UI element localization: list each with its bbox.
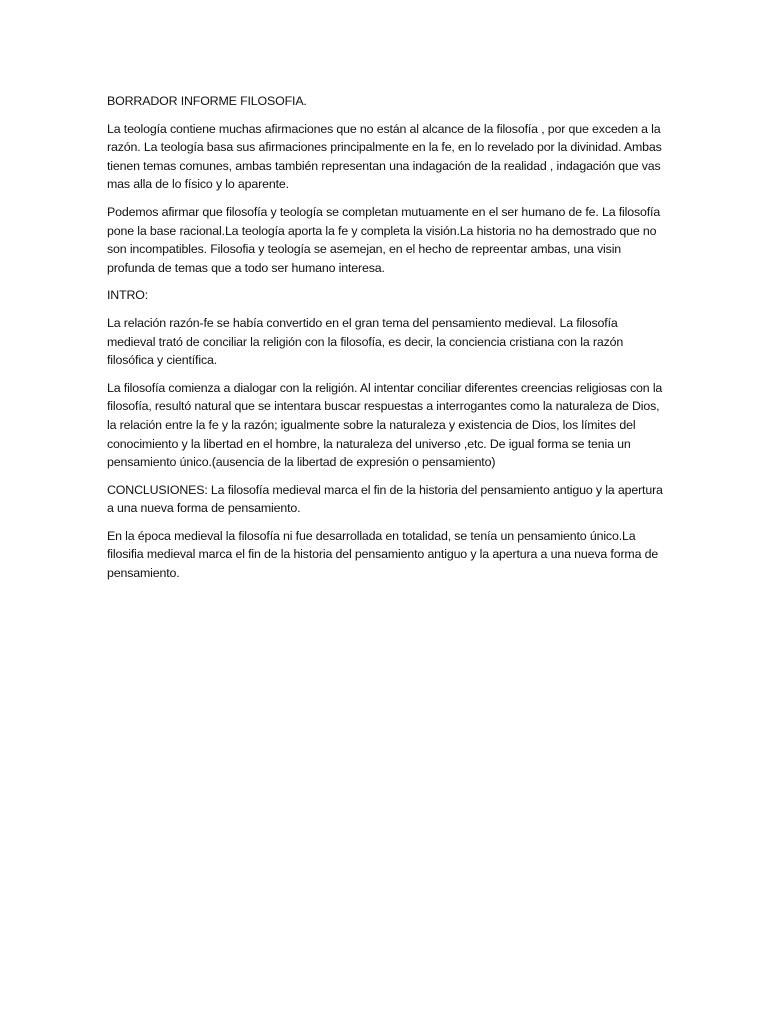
document-title: BORRADOR INFORME FILOSOFIA. <box>107 94 307 108</box>
paragraph-filosofia-teologia: Podemos afirmar que filosofía y teología se completan mutuamente en el ser humano de fe. La filosofía pone la base racional.La teología aporta la fe y completa la visión.La historia no ha demostrado que no son incompatibles. Filosofia y teología se asemejan, en el hecho de repreentar ambas, una visin profunda de temas que a todo ser humano interesa. <box>107 204 661 275</box>
document-body <box>107 92 663 592</box>
paragraph-razon-fe: La relación razón-fe se había convertido en el gran tema del pensamiento medieval. La filosofía medieval trató de conciliar la religión con la filosofía, es decir, la conciencia cristiana con la razón filosófica y científica. <box>107 315 624 368</box>
paragraph-epoca-medieval: En la época medieval la filosofía ni fue desarrollada en totalidad, se tenía un pensamiento único.La filosifia medieval marca el fin de la historia del pensamiento antiguo y la apertura a una nueva forma de pensamiento. <box>107 528 659 581</box>
section-heading-intro: INTRO: <box>107 288 149 303</box>
paragraph-teologia-intro: La teología contiene muchas afirmaciones que no están al alcance de la filosofía , por que exceden a la razón. La teología basa sus afirmaciones principalmente en la fe, en lo revelado por la divinidad. Ambas tienen temas comunes, ambas también representan una indagación de la realidad , indagación que vas mas alla de lo físico y lo aparente. <box>107 121 662 192</box>
paragraph-conclusiones: CONCLUSIONES: La filosofía medieval marca el fin de la historia del pensamiento antiguo y la apertura a una nueva forma de pensamiento. <box>107 482 663 516</box>
paragraph-dialogo-religion: La filosofía comienza a dialogar con la religión. Al intentar conciliar diferentes creencias religiosas con la filosofía, resultó natural que se intentara buscar respuestas a interrogantes como la naturaleza de Dios, la relación entre la fe y la razón; igualmente sobre la naturaleza y existencia de Dios, los límites del conocimiento y la libertad en el hombre, la naturaleza del universo ,etc. De igual forma se tenia un pensamiento único.(ausencia de la libertad de expresión o pensamiento) <box>107 380 663 470</box>
